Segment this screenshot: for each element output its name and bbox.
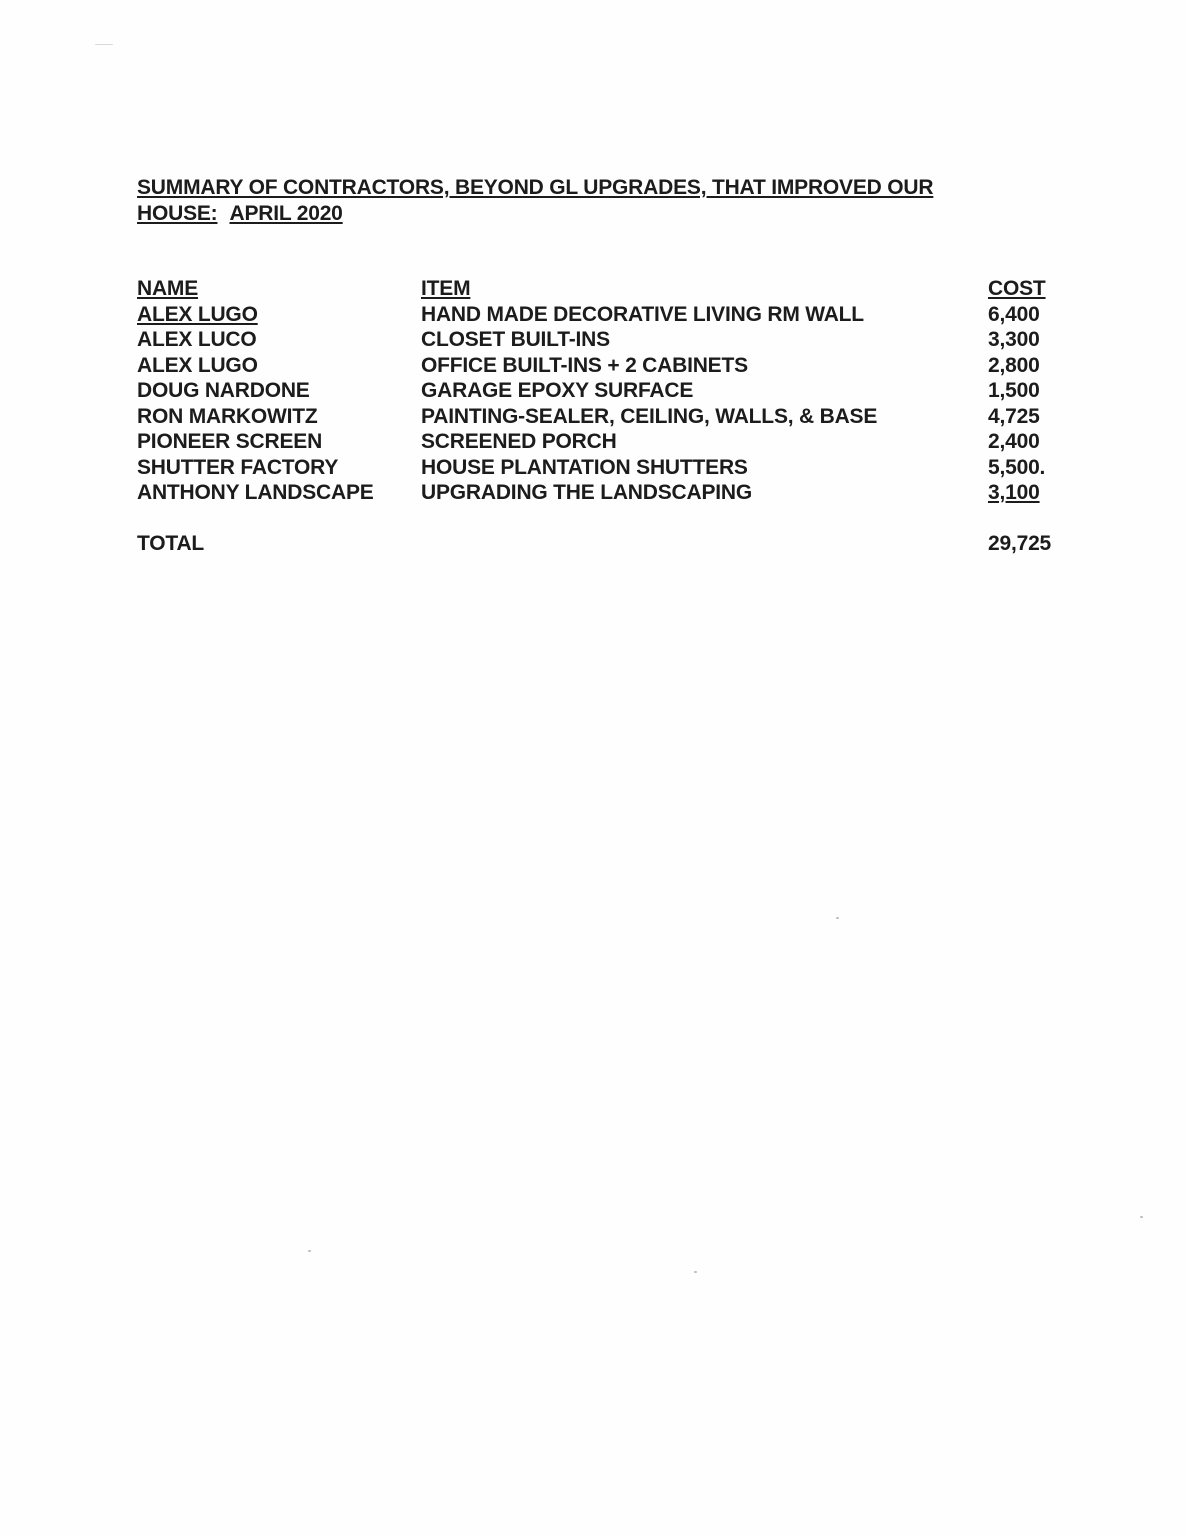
table-row — [137, 353, 1057, 379]
row-name: PIONEER SCREEN — [137, 430, 323, 453]
row-name: SHUTTER FACTORY — [137, 455, 339, 479]
row-cost: 2,400 — [988, 430, 1040, 453]
row-name: RON MARKOWITZ — [137, 404, 318, 428]
row-item: HOUSE PLANTATION SHUTTERS — [421, 455, 748, 479]
title-line-2 — [137, 201, 1037, 227]
row-cost: 3,100 — [988, 481, 1040, 504]
title-date: APRIL 2020 — [229, 202, 343, 225]
row-name: ANTHONY LANDSCAPE — [137, 481, 374, 504]
title-house-label: HOUSE: — [137, 202, 218, 225]
table-row — [137, 429, 1057, 455]
scan-speck — [694, 1271, 697, 1273]
row-cost: 6,400 — [988, 302, 1040, 326]
scan-speck — [95, 44, 113, 45]
row-item: SCREENED PORCH — [421, 430, 617, 453]
scan-speck — [836, 917, 839, 919]
row-item: GARAGE EPOXY SURFACE — [421, 379, 694, 402]
row-cost: 5,500. — [988, 455, 1046, 479]
header-cost: COST — [988, 277, 1046, 300]
table-row — [137, 302, 1057, 328]
header-item: ITEM — [421, 277, 471, 300]
row-item: PAINTING-SEALER, CEILING, WALLS, & BASE — [421, 404, 878, 428]
row-cost: 4,725 — [988, 404, 1040, 428]
row-name: ALEX LUCO — [137, 328, 257, 351]
table-header-row — [137, 276, 1057, 302]
row-item: UPGRADING THE LANDSCAPING — [421, 481, 753, 504]
row-name: DOUG NARDONE — [137, 379, 310, 402]
table-row — [137, 480, 1057, 506]
row-item: CLOSET BUILT-INS — [421, 328, 610, 351]
row-name: ALEX LUGO — [137, 353, 258, 377]
row-cost: 1,500 — [988, 379, 1040, 402]
table-row — [137, 378, 1057, 404]
scan-speck — [1140, 1216, 1143, 1218]
title-line-1: SUMMARY OF CONTRACTORS, BEYOND GL UPGRADES, THAT IMPROVED OUR — [137, 176, 934, 199]
row-cost: 3,300 — [988, 328, 1040, 351]
scan-speck — [308, 1250, 311, 1252]
contractor-table — [137, 276, 1057, 506]
row-name: ALEX LUGO — [137, 302, 258, 326]
table-row — [137, 455, 1057, 481]
row-item: OFFICE BUILT-INS + 2 CABINETS — [421, 353, 748, 377]
table-row — [137, 327, 1057, 353]
header-name: NAME — [137, 277, 199, 300]
row-cost: 2,800 — [988, 353, 1040, 377]
total-row — [137, 531, 1057, 557]
document-title — [137, 175, 1037, 227]
total-value: 29,725 — [988, 532, 1052, 555]
table-row — [137, 404, 1057, 430]
total-label: TOTAL — [137, 532, 205, 555]
row-item: HAND MADE DECORATIVE LIVING RM WALL — [421, 302, 864, 326]
